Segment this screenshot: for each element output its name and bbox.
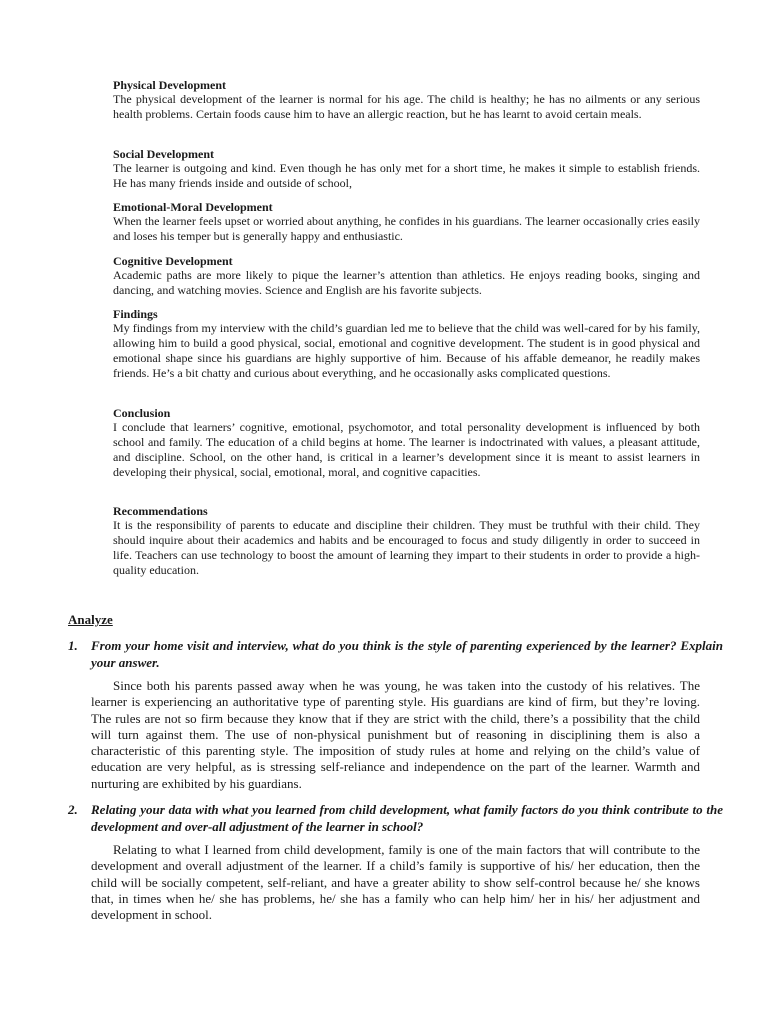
section-text: I conclude that learners’ cognitive, emotional, psychomotor, and total personality development is influenced by both school and family. The education of a child begins at home. The learner is indoctrinated with values, a pleasant attitude, and discipline. School, on the other hand, is critical in a learner’s development since it is meant to assist learners in developing their physical, social, emotional, moral, and cognitive capacities. <box>113 420 700 479</box>
section-text: It is the responsibility of parents to educate and discipline their children. They must be truthful with their child. They should inquire about their academics and habits and be encouraged to focus and study diligently in order to succeed in life. Teachers can use technology to boost the amount of learning they impart to their students in order to provide a high-quality education. <box>113 518 700 577</box>
question-1 <box>68 637 723 671</box>
section-text: When the learner feels upset or worried about anything, he confides in his guardians. The learner occasionally cries easily and loses his temper but is generally happy and enthusiastic. <box>113 214 700 243</box>
section-cognitive-development <box>113 254 700 298</box>
section-heading: Recommendations <box>113 504 208 518</box>
section-social-development <box>113 147 700 191</box>
question-2 <box>68 801 723 835</box>
section-heading: Conclusion <box>113 406 171 420</box>
section-text: My findings from my interview with the child’s guardian led me to believe that the child was well-cared for by his family, allowing him to build a good physical, social, emotional and cognitive development. The student is in good physical and emotional shape since his guardians are highly supportive of him. Because of his affable demeanor, he readily makes friends. He’s a bit chatty and curious about everything, and he occasionally asks complicated questions. <box>113 321 700 380</box>
section-recommendations <box>113 504 700 578</box>
question-text: From your home visit and interview, what do you think is the style of parenting experienced by the learner? Explain your answer. <box>91 638 723 670</box>
section-heading: Findings <box>113 307 158 321</box>
question-number: 2. <box>68 802 78 817</box>
section-text: Academic paths are more likely to pique the learner’s attention than athletics. He enjoys reading books, singing and dancing, and watching movies. Science and English are his favorite subjects. <box>113 268 700 297</box>
section-findings <box>113 307 700 381</box>
section-emotional-moral-development <box>113 200 700 244</box>
question-text: Relating your data with what you learned from child development, what family factors do you think contribute to the development and over-all adjustment of the learner in school? <box>91 802 723 834</box>
section-text: The physical development of the learner is normal for his age. The child is healthy; he has no ailments or any serious health problems. Certain foods cause him to have an allergic reaction, but he has learnt to avoid certain meals. <box>113 92 700 121</box>
answer-1: Since both his parents passed away when he was young, he was taken into the custody of his relatives. The learner is experiencing an authoritative type of parenting style. His guardians are kind of firm, but they’re loving. The rules are not so firm because they know that if they are strict with the child, there’s a possibility that the child will turn against them. The use of non-physical punishment but of reasoning in disciplining them is also a characteristic of this parenting style. The imposition of study rules at home and relying on the child’s value of education are very helpful, as is stressing self-reliance and independence on the part of the learner. Warmth and nurturing are exhibited by his guardians. <box>91 678 700 791</box>
section-physical-development <box>113 78 700 122</box>
section-heading: Emotional-Moral Development <box>113 200 273 214</box>
section-heading: Physical Development <box>113 78 226 92</box>
answer-2: Relating to what I learned from child development, family is one of the main factors that will contribute to the development and overall adjustment of the learner. If a child’s family is supportive of his/ her education, then the child will be socially competent, self-reliant, and have a greater ability to show self-control because he/ she knows that, in times when he/ she has problems, he/ she has a family who can help him/ her in his/ her adjustment and development in school. <box>91 842 700 923</box>
section-heading: Cognitive Development <box>113 254 233 268</box>
question-number: 1. <box>68 638 78 653</box>
section-conclusion <box>113 406 700 480</box>
section-text: The learner is outgoing and kind. Even though he has only met for a short time, he makes it simple to establish friends. He has many friends inside and outside of school, <box>113 161 700 190</box>
analyze-heading: Analyze <box>68 612 113 627</box>
section-heading: Social Development <box>113 147 214 161</box>
